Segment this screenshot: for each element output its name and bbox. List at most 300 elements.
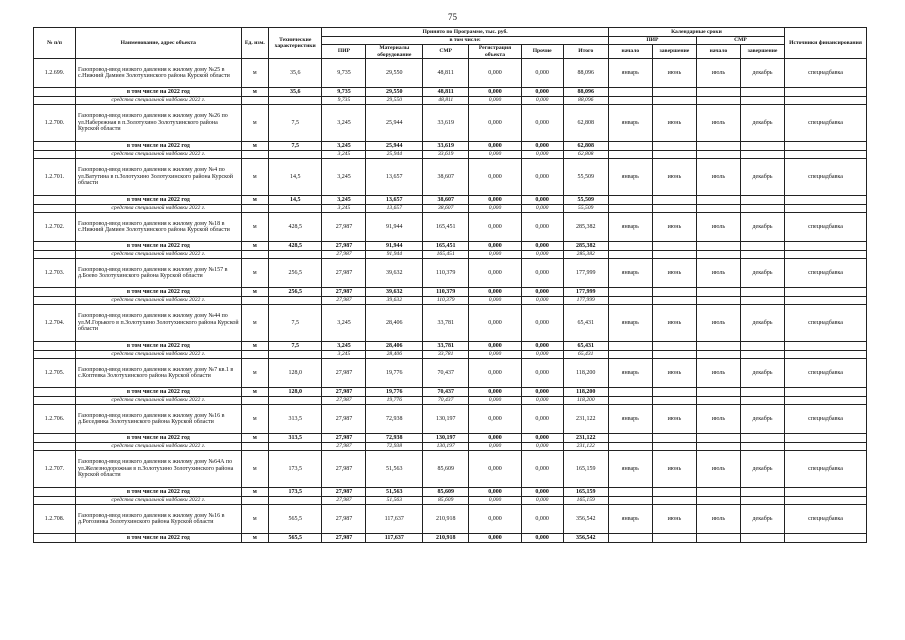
tech-cell: 313,5: [268, 405, 321, 434]
pir-start-cell: январь: [608, 305, 652, 342]
other-cell: 0,000: [521, 451, 563, 488]
registration-cell: 0,000: [469, 288, 521, 297]
pir-start-cell: январь: [608, 359, 652, 388]
empty-cell: [652, 242, 696, 251]
subtotal-row: [34, 142, 867, 151]
empty-cell: [34, 97, 76, 105]
object-name: Газопровод-ввод низкого давления к жилому дому №64А по ул.Железнодорожная в п.Золотухино Золотухинского района Курской области: [75, 451, 241, 488]
materials-cell: 39,632: [366, 297, 423, 305]
empty-cell: [268, 443, 321, 451]
smr-cell: 85,609: [423, 451, 469, 488]
pir-cell: 27,987: [322, 497, 366, 505]
empty-cell: [608, 443, 652, 451]
table-header: [34, 28, 867, 59]
total-cell: 55,509: [563, 159, 608, 196]
empty-cell: [34, 488, 76, 497]
special-surcharge-label: средства специальной надбавки 2022 г.: [75, 205, 241, 213]
materials-cell: 117,637: [366, 505, 423, 534]
empty-cell: [34, 88, 76, 97]
smr-cell: 48,811: [423, 97, 469, 105]
total-cell: 356,542: [563, 534, 608, 543]
header-total: Итого: [563, 45, 608, 59]
empty-cell: [740, 196, 784, 205]
pir-cell: 3,245: [322, 196, 366, 205]
object-name: Газопровод-ввод низкого давления к жилому дому №26 по ул.Набережная в п.Золотухино Золотухинского района Курской области: [75, 105, 241, 142]
smr-cell: 70,437: [423, 388, 469, 397]
empty-cell: [268, 297, 321, 305]
empty-cell: [241, 97, 268, 105]
empty-cell: [608, 97, 652, 105]
empty-cell: [740, 434, 784, 443]
empty-cell: [34, 443, 76, 451]
empty-cell: [696, 434, 740, 443]
unit-cell: м: [241, 142, 268, 151]
smr-cell: 33,781: [423, 305, 469, 342]
other-cell: 0,000: [521, 505, 563, 534]
smr-cell: 130,197: [423, 443, 469, 451]
empty-cell: [652, 388, 696, 397]
pir-start-cell: январь: [608, 59, 652, 88]
special-surcharge-label: средства специальной надбавки 2022 г.: [75, 497, 241, 505]
total-cell: 285,382: [563, 213, 608, 242]
total-cell: 177,999: [563, 259, 608, 288]
empty-cell: [740, 342, 784, 351]
empty-cell: [740, 443, 784, 451]
empty-cell: [241, 397, 268, 405]
unit-cell: м: [241, 213, 268, 242]
empty-cell: [696, 342, 740, 351]
empty-cell: [34, 351, 76, 359]
pir-cell: 27,987: [322, 388, 366, 397]
registration-cell: 0,000: [469, 142, 521, 151]
other-cell: 0,000: [521, 397, 563, 405]
registration-cell: 0,000: [469, 259, 521, 288]
empty-cell: [785, 534, 867, 543]
pir-end-cell: июнь: [652, 305, 696, 342]
empty-cell: [608, 497, 652, 505]
registration-cell: 0,000: [469, 88, 521, 97]
subtotal-row: [34, 342, 867, 351]
pir-end-cell: июнь: [652, 213, 696, 242]
other-cell: 0,000: [521, 105, 563, 142]
total-cell: 65,431: [563, 351, 608, 359]
row-number: 1.2.708.: [34, 505, 76, 534]
empty-cell: [34, 205, 76, 213]
total-cell: 356,542: [563, 505, 608, 534]
other-cell: 0,000: [521, 97, 563, 105]
tech-cell: 173,5: [268, 451, 321, 488]
empty-cell: [268, 251, 321, 259]
pir-cell: 3,245: [322, 159, 366, 196]
row-number: 1.2.705.: [34, 359, 76, 388]
empty-cell: [740, 142, 784, 151]
empty-cell: [696, 196, 740, 205]
source-cell: спецнадбавка: [785, 359, 867, 388]
other-cell: 0,000: [521, 297, 563, 305]
subtotal-label: в том числе на 2022 год: [75, 434, 241, 443]
registration-cell: 0,000: [469, 205, 521, 213]
header-pir-end: завершение: [652, 45, 696, 59]
other-cell: 0,000: [521, 388, 563, 397]
smr-end-cell: декабрь: [740, 405, 784, 434]
unit-cell: м: [241, 388, 268, 397]
unit-cell: м: [241, 534, 268, 543]
unit-cell: м: [241, 88, 268, 97]
smr-start-cell: июль: [696, 105, 740, 142]
table-body: [34, 59, 867, 543]
empty-cell: [652, 497, 696, 505]
empty-cell: [608, 142, 652, 151]
tech-cell: 565,5: [268, 505, 321, 534]
unit-cell: м: [241, 342, 268, 351]
table-row: [34, 405, 867, 434]
empty-cell: [652, 351, 696, 359]
pir-cell: 27,987: [322, 405, 366, 434]
empty-cell: [696, 151, 740, 159]
other-cell: 0,000: [521, 405, 563, 434]
row-number: 1.2.703.: [34, 259, 76, 288]
source-cell: спецнадбавка: [785, 305, 867, 342]
table-row: [34, 105, 867, 142]
special-surcharge-row: [34, 205, 867, 213]
empty-cell: [241, 351, 268, 359]
subtotal-label: в том числе на 2022 год: [75, 88, 241, 97]
pir-cell: 3,245: [322, 142, 366, 151]
pir-end-cell: июнь: [652, 505, 696, 534]
empty-cell: [652, 488, 696, 497]
tech-cell: 313,5: [268, 434, 321, 443]
pir-cell: 3,245: [322, 305, 366, 342]
tech-cell: 7,5: [268, 142, 321, 151]
empty-cell: [785, 342, 867, 351]
materials-cell: 19,776: [366, 388, 423, 397]
smr-start-cell: июль: [696, 305, 740, 342]
empty-cell: [740, 388, 784, 397]
table-row: [34, 305, 867, 342]
smr-start-cell: июль: [696, 213, 740, 242]
header-smr-start: начало: [696, 45, 740, 59]
empty-cell: [785, 251, 867, 259]
object-name: Газопровод-ввод низкого давления к жилому дому №18 в с.Нижний Дамиен Золотухинского района Курской области: [75, 213, 241, 242]
header-unit: Ед. изм.: [241, 28, 268, 59]
empty-cell: [268, 151, 321, 159]
pir-start-cell: январь: [608, 213, 652, 242]
smr-cell: 130,197: [423, 405, 469, 434]
tech-cell: 14,5: [268, 196, 321, 205]
pir-end-cell: июнь: [652, 405, 696, 434]
special-surcharge-label: средства специальной надбавки 2022 г.: [75, 151, 241, 159]
empty-cell: [608, 297, 652, 305]
total-cell: 88,096: [563, 97, 608, 105]
other-cell: 0,000: [521, 434, 563, 443]
pir-cell: 27,987: [322, 534, 366, 543]
subtotal-label: в том числе на 2022 год: [75, 342, 241, 351]
unit-cell: м: [241, 405, 268, 434]
subtotal-row: [34, 196, 867, 205]
subtotal-row: [34, 488, 867, 497]
empty-cell: [34, 297, 76, 305]
registration-cell: 0,000: [469, 251, 521, 259]
registration-cell: 0,000: [469, 497, 521, 505]
smr-cell: 165,451: [423, 213, 469, 242]
subtotal-row: [34, 88, 867, 97]
empty-cell: [785, 242, 867, 251]
empty-cell: [696, 397, 740, 405]
smr-start-cell: июль: [696, 259, 740, 288]
other-cell: 0,000: [521, 443, 563, 451]
empty-cell: [652, 142, 696, 151]
other-cell: 0,000: [521, 88, 563, 97]
empty-cell: [785, 497, 867, 505]
empty-cell: [34, 151, 76, 159]
empty-cell: [34, 288, 76, 297]
special-surcharge-row: [34, 443, 867, 451]
empty-cell: [785, 151, 867, 159]
registration-cell: 0,000: [469, 388, 521, 397]
other-cell: 0,000: [521, 288, 563, 297]
tech-cell: 35,6: [268, 88, 321, 97]
materials-cell: 39,632: [366, 259, 423, 288]
total-cell: 165,159: [563, 497, 608, 505]
materials-cell: 51,563: [366, 451, 423, 488]
registration-cell: 0,000: [469, 196, 521, 205]
special-surcharge-row: [34, 251, 867, 259]
total-cell: 177,999: [563, 297, 608, 305]
source-cell: спецнадбавка: [785, 105, 867, 142]
pir-cell: 27,987: [322, 397, 366, 405]
smr-cell: 70,437: [423, 359, 469, 388]
other-cell: 0,000: [521, 534, 563, 543]
empty-cell: [785, 434, 867, 443]
header-source: Источники финансирования: [785, 28, 867, 59]
empty-cell: [34, 342, 76, 351]
total-cell: 88,096: [563, 59, 608, 88]
empty-cell: [785, 351, 867, 359]
smr-start-cell: июль: [696, 59, 740, 88]
other-cell: 0,000: [521, 205, 563, 213]
empty-cell: [696, 534, 740, 543]
empty-cell: [608, 434, 652, 443]
total-cell: 118,200: [563, 359, 608, 388]
pir-start-cell: январь: [608, 451, 652, 488]
object-name: Газопровод-ввод низкого давления к жилому дому №4 по ул.Ватутина в п.Золотухино Золотухинского района Курской области: [75, 159, 241, 196]
pir-cell: 3,245: [322, 151, 366, 159]
registration-cell: 0,000: [469, 451, 521, 488]
pir-cell: 27,987: [322, 259, 366, 288]
smr-end-cell: декабрь: [740, 451, 784, 488]
header-including: в том числе:: [322, 37, 608, 45]
total-cell: 62,808: [563, 142, 608, 151]
materials-cell: 25,944: [366, 142, 423, 151]
pir-cell: 27,987: [322, 505, 366, 534]
total-cell: 88,096: [563, 88, 608, 97]
empty-cell: [652, 342, 696, 351]
smr-start-cell: июль: [696, 505, 740, 534]
tech-cell: 428,5: [268, 213, 321, 242]
empty-cell: [740, 351, 784, 359]
header-name: Наименование, адрес объекта: [75, 28, 241, 59]
total-cell: 62,808: [563, 105, 608, 142]
registration-cell: 0,000: [469, 397, 521, 405]
page-number: 75: [448, 12, 457, 22]
smr-cell: 130,197: [423, 434, 469, 443]
empty-cell: [696, 251, 740, 259]
special-surcharge-row: [34, 397, 867, 405]
unit-cell: м: [241, 451, 268, 488]
object-name: Газопровод-ввод низкого давления к жилому дому №25 в с.Нижний Дамиен Золотухинского района Курской области: [75, 59, 241, 88]
table-row: [34, 159, 867, 196]
header-accepted: Принято по Программе, тыс. руб.: [322, 28, 608, 37]
subtotal-label: в том числе на 2022 год: [75, 196, 241, 205]
empty-cell: [608, 242, 652, 251]
empty-cell: [608, 251, 652, 259]
empty-cell: [608, 397, 652, 405]
pir-cell: 9,735: [322, 88, 366, 97]
pir-cell: 27,987: [322, 288, 366, 297]
empty-cell: [652, 397, 696, 405]
materials-cell: 28,406: [366, 351, 423, 359]
unit-cell: м: [241, 434, 268, 443]
empty-cell: [740, 205, 784, 213]
materials-cell: 91,944: [366, 251, 423, 259]
unit-cell: м: [241, 159, 268, 196]
smr-cell: 33,619: [423, 142, 469, 151]
pir-cell: 27,987: [322, 443, 366, 451]
registration-cell: 0,000: [469, 405, 521, 434]
empty-cell: [740, 242, 784, 251]
special-surcharge-label: средства специальной надбавки 2022 г.: [75, 397, 241, 405]
smr-cell: 85,609: [423, 488, 469, 497]
empty-cell: [268, 351, 321, 359]
smr-cell: 48,811: [423, 59, 469, 88]
empty-cell: [696, 88, 740, 97]
empty-cell: [268, 497, 321, 505]
smr-cell: 33,619: [423, 105, 469, 142]
tech-cell: 14,5: [268, 159, 321, 196]
smr-end-cell: декабрь: [740, 105, 784, 142]
header-num: № п/п: [34, 28, 76, 59]
empty-cell: [241, 205, 268, 213]
row-number: 1.2.701.: [34, 159, 76, 196]
materials-cell: 25,944: [366, 151, 423, 159]
tech-cell: 256,5: [268, 288, 321, 297]
empty-cell: [785, 97, 867, 105]
registration-cell: 0,000: [469, 59, 521, 88]
empty-cell: [740, 297, 784, 305]
pir-end-cell: июнь: [652, 105, 696, 142]
tech-cell: 173,5: [268, 488, 321, 497]
special-surcharge-row: [34, 351, 867, 359]
materials-cell: 91,944: [366, 242, 423, 251]
materials-cell: 28,406: [366, 342, 423, 351]
empty-cell: [241, 497, 268, 505]
materials-cell: 39,632: [366, 288, 423, 297]
smr-cell: 48,811: [423, 88, 469, 97]
program-table: [33, 27, 867, 543]
registration-cell: 0,000: [469, 97, 521, 105]
empty-cell: [34, 534, 76, 543]
unit-cell: м: [241, 359, 268, 388]
other-cell: 0,000: [521, 305, 563, 342]
smr-end-cell: декабрь: [740, 359, 784, 388]
source-cell: спецнадбавка: [785, 59, 867, 88]
empty-cell: [652, 196, 696, 205]
subtotal-row: [34, 288, 867, 297]
pir-end-cell: июнь: [652, 159, 696, 196]
pir-end-cell: июнь: [652, 259, 696, 288]
materials-cell: 29,550: [366, 88, 423, 97]
tech-cell: 128,0: [268, 359, 321, 388]
empty-cell: [652, 434, 696, 443]
special-surcharge-row: [34, 151, 867, 159]
materials-cell: 51,563: [366, 497, 423, 505]
empty-cell: [608, 196, 652, 205]
empty-cell: [241, 251, 268, 259]
empty-cell: [785, 397, 867, 405]
empty-cell: [652, 288, 696, 297]
smr-end-cell: декабрь: [740, 259, 784, 288]
smr-start-cell: июль: [696, 451, 740, 488]
empty-cell: [785, 388, 867, 397]
header-pir: ПИР: [322, 45, 366, 59]
empty-cell: [268, 397, 321, 405]
empty-cell: [34, 497, 76, 505]
materials-cell: 91,944: [366, 213, 423, 242]
pir-start-cell: январь: [608, 159, 652, 196]
other-cell: 0,000: [521, 342, 563, 351]
empty-cell: [696, 97, 740, 105]
materials-cell: 51,563: [366, 488, 423, 497]
pir-cell: 27,987: [322, 297, 366, 305]
header-calendar: Календарные сроки: [608, 28, 784, 37]
empty-cell: [740, 151, 784, 159]
empty-cell: [652, 205, 696, 213]
unit-cell: м: [241, 242, 268, 251]
materials-cell: 29,550: [366, 97, 423, 105]
empty-cell: [268, 97, 321, 105]
row-number: 1.2.702.: [34, 213, 76, 242]
pir-cell: 27,987: [322, 251, 366, 259]
smr-cell: 38,607: [423, 196, 469, 205]
registration-cell: 0,000: [469, 351, 521, 359]
empty-cell: [696, 488, 740, 497]
tech-cell: 128,0: [268, 388, 321, 397]
header-tech: Технические характеристики: [268, 28, 321, 59]
unit-cell: м: [241, 259, 268, 288]
pir-cell: 3,245: [322, 342, 366, 351]
empty-cell: [696, 388, 740, 397]
total-cell: 285,382: [563, 251, 608, 259]
pir-cell: 27,987: [322, 488, 366, 497]
subtotal-row: [34, 534, 867, 543]
total-cell: 118,200: [563, 388, 608, 397]
smr-cell: 33,619: [423, 151, 469, 159]
subtotal-label: в том числе на 2022 год: [75, 288, 241, 297]
subtotal-label: в том числе на 2022 год: [75, 142, 241, 151]
other-cell: 0,000: [521, 359, 563, 388]
pir-cell: 3,245: [322, 351, 366, 359]
smr-cell: 210,918: [423, 505, 469, 534]
empty-cell: [785, 488, 867, 497]
empty-cell: [608, 534, 652, 543]
table-row: [34, 505, 867, 534]
empty-cell: [34, 142, 76, 151]
empty-cell: [785, 297, 867, 305]
subtotal-row: [34, 388, 867, 397]
table-row: [34, 259, 867, 288]
source-cell: спецнадбавка: [785, 213, 867, 242]
materials-cell: 72,938: [366, 405, 423, 434]
